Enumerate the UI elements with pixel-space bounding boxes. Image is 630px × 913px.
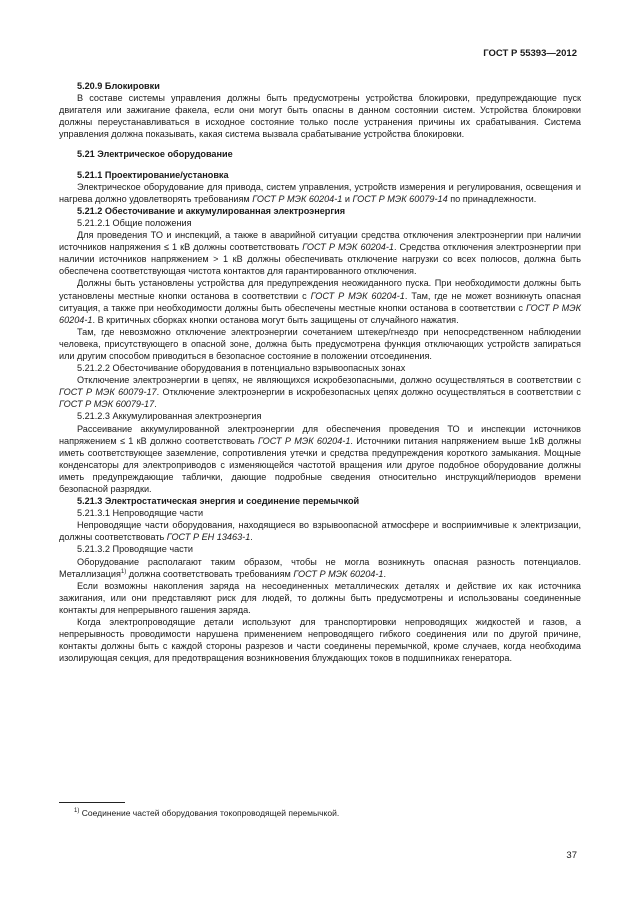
footnote-mark: 1) <box>74 808 80 814</box>
paragraph: Оборудование располагают таким образом, чтобы не могла возникнуть опасная разность потенциалов. Металлизация$^{1)}$ должна соответствовать требованиям ГОСТ Р МЭК 60204-1. <box>59 556 581 579</box>
standard-reference: ГОСТ Р ЕН 13463-1 <box>166 532 251 543</box>
standard-reference: ГОСТ Р МЭК 60204-1 <box>257 435 351 446</box>
paragraph: Электрическое оборудование для привода, систем управления, устройств измерения и регулирования, освещения и нагрева должно удовлетворять требованиям ГОСТ Р МЭК 60204-1 и ГОСТ Р МЭК 60079-14 по принадлежности. <box>59 181 581 204</box>
paragraph: Непроводящие части оборудования, находящиеся во взрывоопасной атмосфере и восприимчивые к электризации, должны соответствовать ГОСТ Р ЕН 13463-1. <box>59 520 581 543</box>
page-number: 37 <box>566 850 577 861</box>
paragraph: Если возможны накопления заряда на несоединенных металлических деталях и действие их как источника зажигания, или они представляют риск для людей, то должны быть предусмотрены и использованы соединенные контакты для непрерывного гашения заряда. <box>59 580 581 615</box>
subheading-5-21-2-2: 5.21.2.2 Обесточивание оборудования в потенциально взрывоопасных зонах <box>77 363 406 374</box>
subheading-5-21-3-2: 5.21.3.2 Проводящие части <box>77 544 193 555</box>
paragraph: Когда электропроводящие детали используют для транспортировки непроводящих жидкостей и газов, а непрерывность проводимости нарушена применением непроводящего гибкого соединения или по другой причине, контакты должны быть с каждой стороны разрезов и части соединены перемычкой, кроме случаев, когда необходима изолирующая секция, для предотвращения возникновения блуждающих токов в подшипниках генератора. <box>59 617 581 664</box>
standard-reference: ГОСТ Р МЭК 60204-1 <box>252 193 343 204</box>
footnote-text: Соединение частей оборудования токопроводящей перемычкой. <box>81 808 340 818</box>
heading-5-21: 5.21 Электрическое оборудование <box>77 149 233 160</box>
paragraph: Должны быть установлены устройства для предупреждения неожиданного пуска. При необходимости должны быть установлены местные кнопки останова в соответствии с ГОСТ Р МЭК 60204-1. Там, где не может возникнуть опасная ситуация, а также при необходимости должны быть обеспечены местные кнопки останова в соответствии с ГОСТ Р МЭК 60204-1. В критичных сборках кнопки останова могут быть защищены от случайного нажатия. <box>59 278 581 325</box>
paragraph: Там, где невозможно отключение электроэнергии сочетанием штекер/гнездо при непосредственном наблюдении человека, присутствующего в опасной зоне, должна быть предусмотрена функция отключающих устройств запираться или другим способом приводиться в безопасное состояние в положении отсоединения. <box>59 326 581 361</box>
paragraph: Отключение электроэнергии в цепях, не являющихся искробезопасными, должно осуществляться в соответствии с ГОСТ Р МЭК 60079-17. Отключение электроэнергии в искробезопасных цепях должно осуществляться в соответствии с ГОСТ Р МЭК 60079-17. <box>59 375 581 410</box>
heading-5-21-2: 5.21.2 Обесточивание и аккумулированная электроэнергия <box>77 205 346 216</box>
paragraph: Рассеивание аккумулированной электроэнергии для обеспечения проведения ТО и инспекции источников напряжением ≤ 1 кВ должно соответствовать ГОСТ Р МЭК 60204-1. Источники питания напряжением выше 1кВ должны иметь соответствующее заземление, сопротивления утечки и средства предупреждения короткого замыкания. Мощные конденсаторы для электроприводов с изменяющейся частотой вращения или другое подобное оборудование должны иметь предупреждающие таблички, дающие подробные сведения относительно инструкций/периодов времени безопасной разрядки. <box>59 423 582 494</box>
standard-reference: ГОСТ Р МЭК 60079-14 <box>352 193 448 204</box>
standard-reference: ГОСТ Р МЭК 60079-17 <box>59 387 157 398</box>
heading-5-20-9: 5.20.9 Блокировки <box>77 81 160 91</box>
heading-5-21-3: 5.21.3 Электростатическая энергия и соединение перемычкой <box>77 496 360 507</box>
subheading-5-21-3-1: 5.21.3.1 Непроводящие части <box>77 508 204 519</box>
footnote <box>74 808 339 818</box>
standard-reference: ГОСТ Р МЭК 60204-1 <box>59 302 581 325</box>
heading-5-21-1: 5.21.1 Проектирование/установка <box>77 169 229 180</box>
standard-reference: ГОСТ Р МЭК 60204-1 <box>310 290 405 301</box>
footnote-divider <box>59 802 125 803</box>
subheading-5-21-2-1: 5.21.2.1 Общие положения <box>77 217 192 228</box>
standard-reference: ГОСТ Р МЭК 60204-1 <box>302 242 394 253</box>
paragraph: Для проведения ТО и инспекций, а также в аварийной ситуации средства отключения электроэнергии при наличии источников напряжения ≤ 1 кВ должны соответствовать ГОСТ Р МЭК 60204-1. Средства отключения электроэнергии при наличии источников напряжением > 1 кВ должны обеспечивать отключение нагрузки со всех полюсов, должна быть обеспечена соответствующая чистота контактов для гарантированного отключения. <box>59 230 581 277</box>
standard-reference: ГОСТ Р МЭК 60079-17 <box>59 399 155 410</box>
standard-reference: ГОСТ Р МЭК 60204-1 <box>293 568 384 579</box>
standard-id: ГОСТ Р 55393—2012 <box>483 48 577 59</box>
footnote-marker: 1) <box>120 568 127 575</box>
subheading-5-21-2-3: 5.21.2.3 Аккумулированная электроэнергия <box>77 411 262 422</box>
main-text <box>59 80 581 664</box>
paragraph: В составе системы управления должны быть предусмотрены устройства блокировки, предупреждающие пуск двигателя или зажигание факела, если они могут быть опасны в данном состоянии систем. Устройства блокировки должны переустанавливаться в исходное состояние только после устранения причины их срабатывания. Система управления должна показывать, какая система вызвала срабатывание устройства блокировки. <box>59 93 581 140</box>
